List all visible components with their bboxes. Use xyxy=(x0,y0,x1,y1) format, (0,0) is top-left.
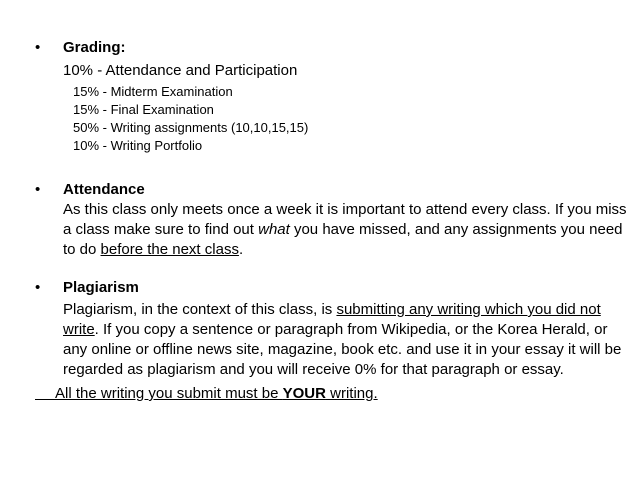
bullet-icon: • xyxy=(35,181,41,198)
final-text-bold: YOUR xyxy=(282,385,326,402)
plagiarism-text: Plagiarism, in the context of this class, is xyxy=(63,301,337,318)
plagiarism-paragraph xyxy=(63,300,630,380)
attendance-paragraph xyxy=(63,200,630,260)
attendance-section xyxy=(35,180,630,260)
attendance-text-2: you have missed, and any assignments you need to do xyxy=(63,221,623,258)
plagiarism-bullet-row xyxy=(35,278,630,298)
grading-intro: 10% - Attendance and Participation xyxy=(63,62,298,79)
grading-item: 50% - Writing assignments (10,10,15,15) xyxy=(73,120,309,135)
plagiarism-underline: submitting any writing which you did not write xyxy=(63,301,601,338)
final-text-pre: All the writing you submit must be xyxy=(35,385,283,402)
attendance-text: As this class only meets once a week it is important to attend every class. If you miss a class make sure to find out xyxy=(63,201,627,238)
grading-item: 15% - Final Examination xyxy=(73,102,214,117)
final-text-post: writing. xyxy=(325,385,378,402)
bullet-icon: • xyxy=(35,39,41,56)
grading-item: 15% - Midterm Examination xyxy=(73,84,233,99)
grading-item: 10% - Writing Portfolio xyxy=(73,138,203,153)
plagiarism-section xyxy=(35,278,630,380)
attendance-end: . xyxy=(238,241,244,258)
grading-section xyxy=(35,38,630,155)
plagiarism-heading: Plagiarism xyxy=(63,279,139,296)
grading-list xyxy=(35,83,630,155)
grading-bullet-row xyxy=(35,38,630,58)
grading-heading: Grading: xyxy=(63,39,126,56)
attendance-bullet-row xyxy=(35,180,630,200)
attendance-emphasis: what xyxy=(258,221,290,238)
bullet-icon: • xyxy=(35,279,41,296)
plagiarism-text-2: . If you copy a sentence or paragraph from Wikipedia, or the Korea Herald, or any online or offline news site, magazine, book etc. and use it in your essay it will be regarded as plagiarism and you will receive 0% for that paragraph or essay. xyxy=(63,321,622,378)
final-statement xyxy=(35,384,378,404)
attendance-underline: before the next class xyxy=(100,241,239,258)
attendance-heading: Attendance xyxy=(63,181,145,198)
